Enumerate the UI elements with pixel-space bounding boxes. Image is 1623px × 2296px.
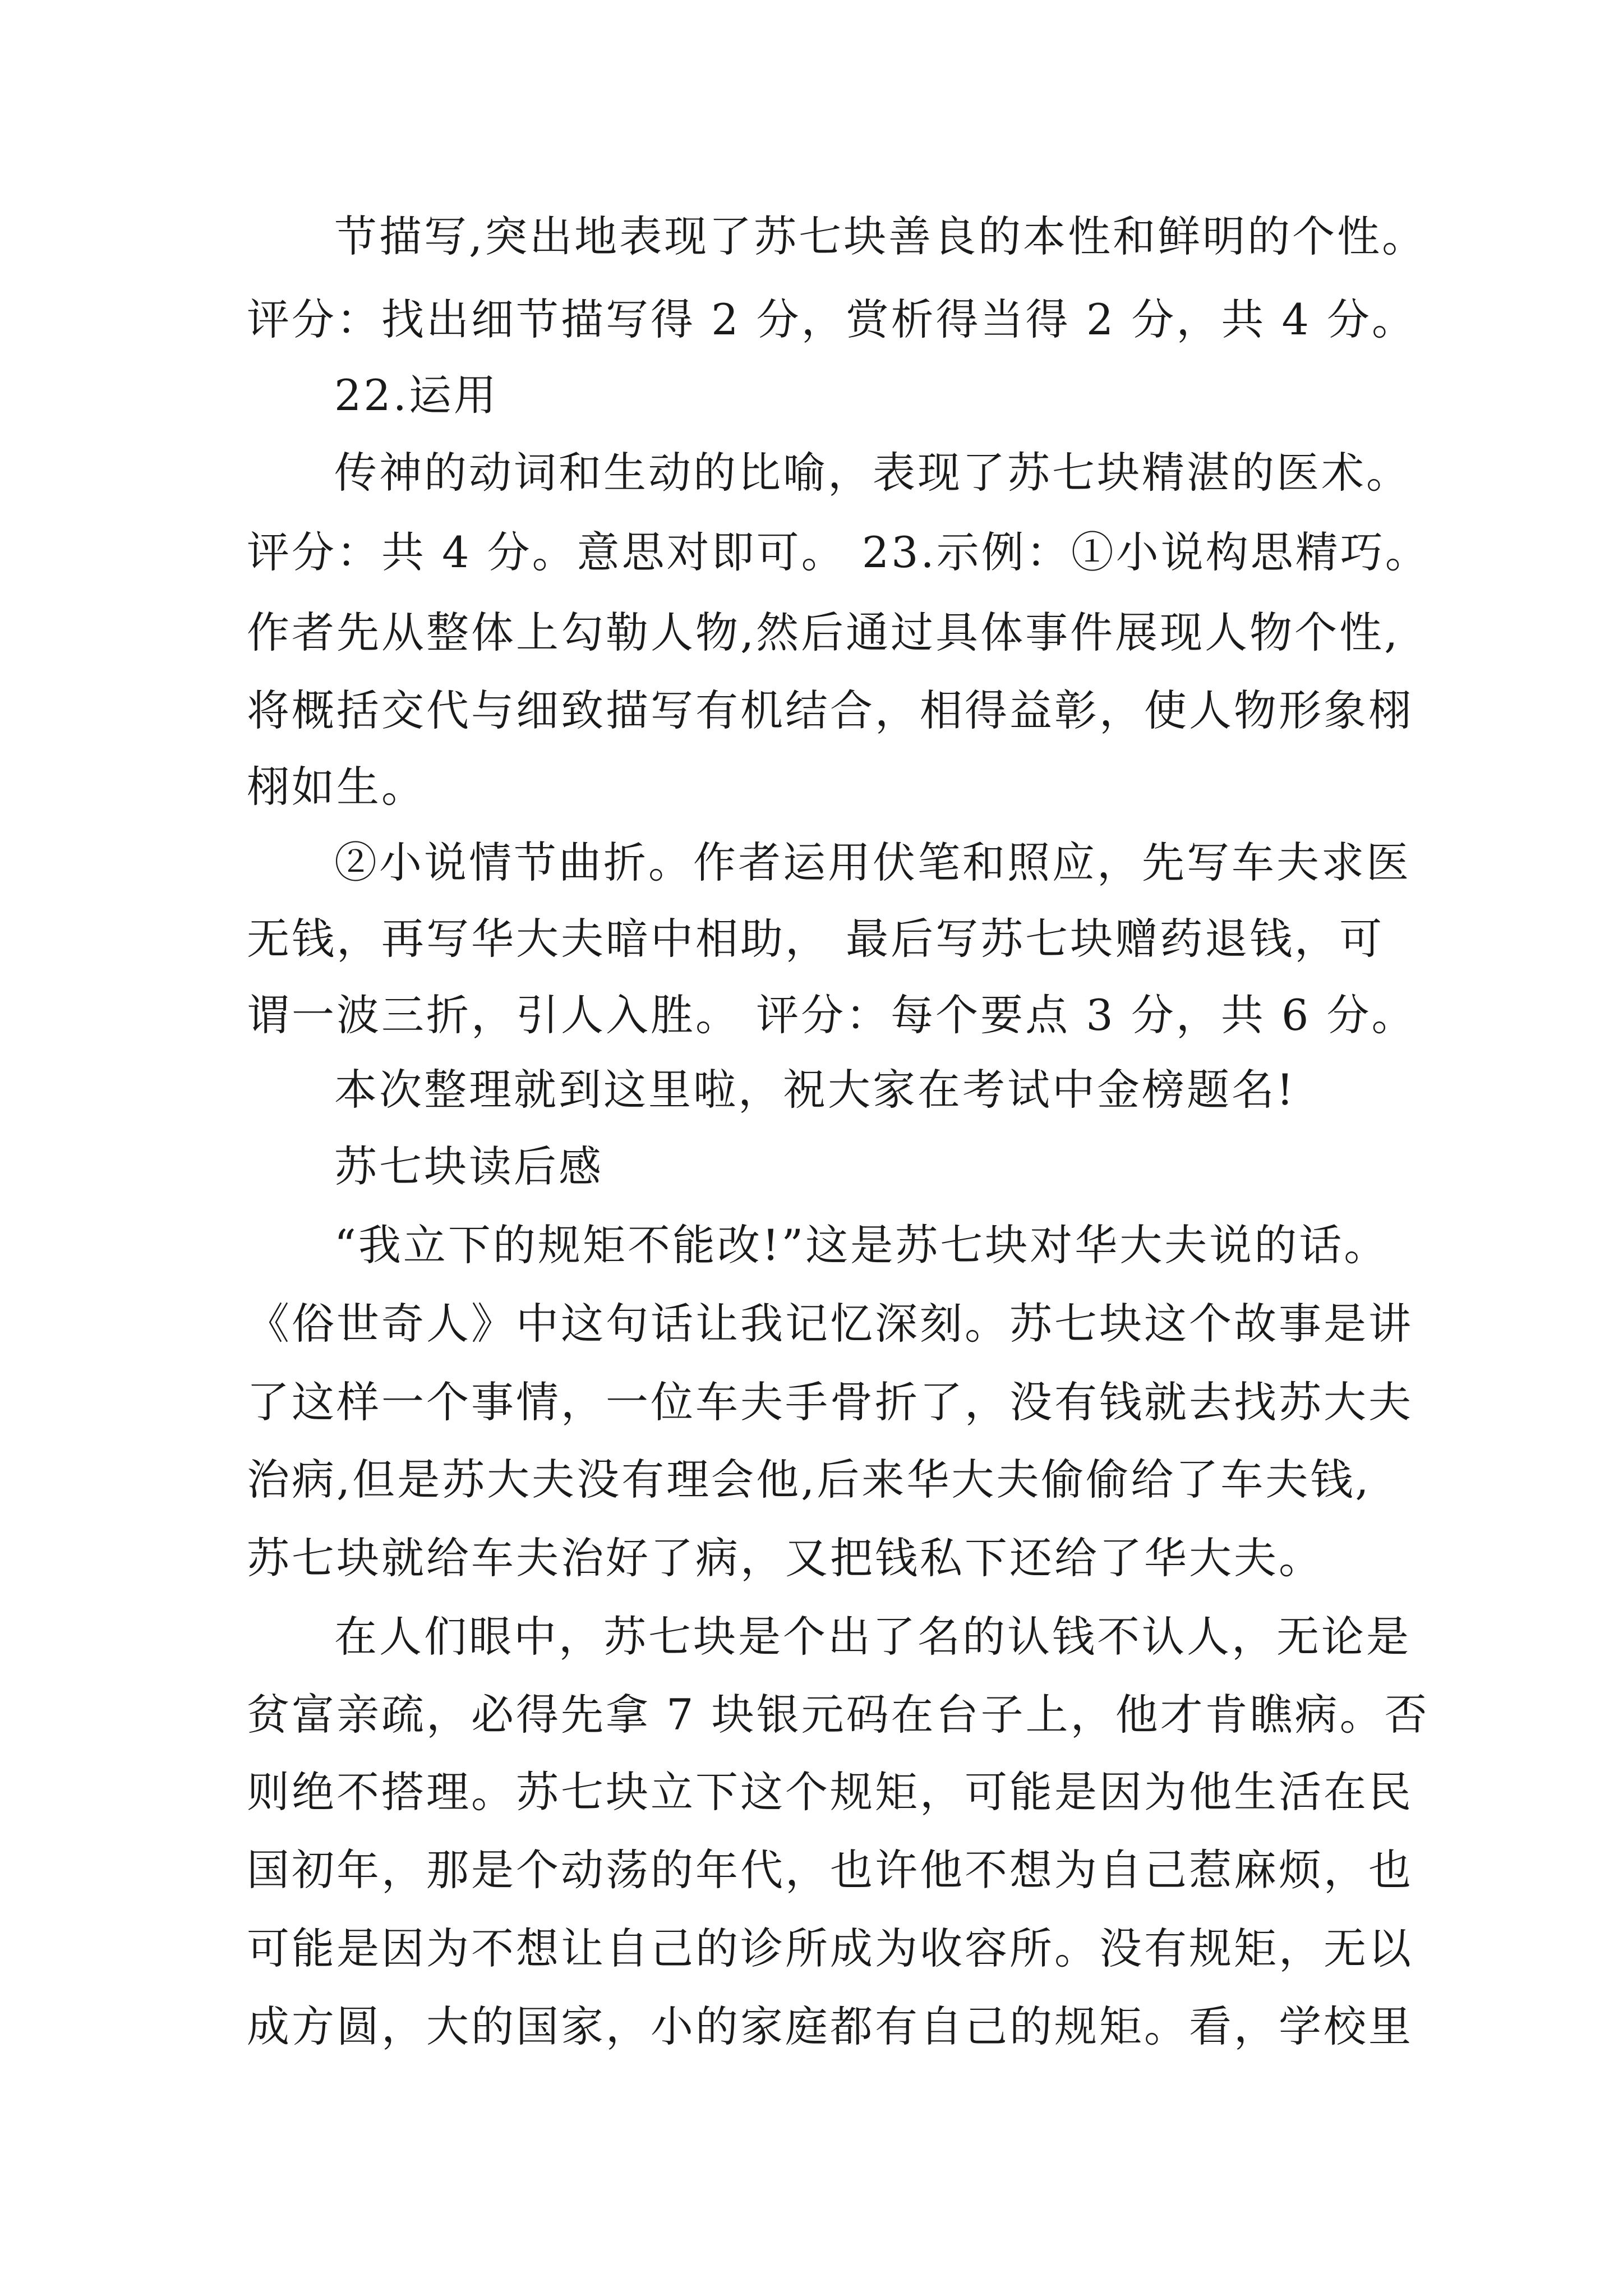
text-line: 谓一波三折，引人入胜。 评分：每个要点 3 分，共 6 分。	[247, 990, 1417, 1040]
text-line: ②小说情节曲折。作者运用伏笔和照应，先写车夫求医	[334, 838, 1411, 887]
text-line: 节描写,突出地表现了苏七块善良的本性和鲜明的个性。	[334, 211, 1427, 261]
text-line: 《俗世奇人》中这句话让我记忆深刻。苏七块这个故事是讲	[247, 1299, 1413, 1349]
text-line: 栩如生。	[247, 762, 426, 812]
text-line: 治病,但是苏大夫没有理会他,后来华大夫偷偷给了车夫钱,	[247, 1455, 1371, 1504]
text-line: 了这样一个事情，一位车夫手骨折了，没有钱就去找苏大夫	[247, 1377, 1413, 1427]
text-line: 传神的动词和生动的比喻，表现了苏七块精湛的医术。	[334, 448, 1411, 498]
text-line: 作者先从整体上勾勒人物,然后通过具体事件展现人物个性,	[247, 608, 1400, 657]
text-line: 本次整理就到这里啦，祝大家在考试中金榜题名!	[334, 1065, 1296, 1115]
text-line: 22.运用	[334, 370, 499, 420]
text-line: “我立下的规矩不能改!”这是苏七块对华大夫说的话。	[334, 1220, 1389, 1270]
text-line: 成方圆，大的国家，小的家庭都有自己的规矩。看，学校里	[247, 2001, 1413, 2051]
text-line: 贫富亲疏，必得先拿 7 块银元码在台子上，他才肯瞧病。否	[247, 1690, 1430, 1740]
text-line: 无钱，再写华大夫暗中相助， 最后写苏七块赠药退钱，可	[247, 914, 1385, 964]
text-line: 评分：共 4 分。意思对即可。 23.示例：①小说构思精巧。	[247, 527, 1430, 577]
text-line: 将概括交代与细致描写有机结合，相得益彰，使人物形象栩	[247, 685, 1413, 735]
text-line: 评分：找出细节描写得 2 分，赏析得当得 2 分，共 4 分。	[247, 295, 1417, 344]
text-line: 苏七块就给车夫治好了病，又把钱私下还给了华大夫。	[247, 1533, 1324, 1583]
text-line: 在人们眼中，苏七块是个出了名的认钱不认人，无论是	[334, 1612, 1411, 1662]
text-line: 国初年，那是个动荡的年代，也许他不想为自己惹麻烦，也	[247, 1845, 1413, 1895]
text-line: 可能是因为不想让自己的诊所成为收容所。没有规矩，无以	[247, 1924, 1413, 1973]
text-line: 则绝不搭理。苏七块立下这个规矩，可能是因为他生活在民	[247, 1767, 1413, 1817]
text-line: 苏七块读后感	[334, 1142, 603, 1191]
